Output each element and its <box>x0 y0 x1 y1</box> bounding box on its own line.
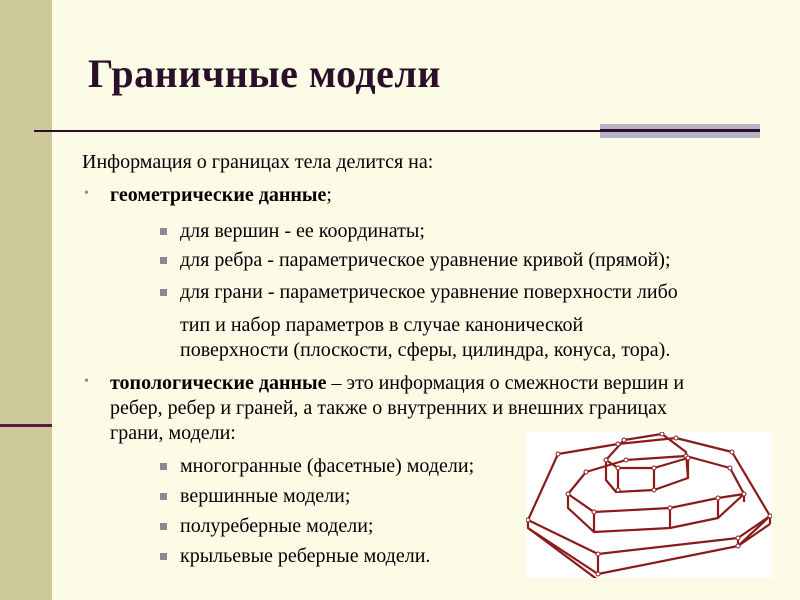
geometric-heading <box>110 183 332 207</box>
sidebar-tick <box>0 424 52 427</box>
geometric-term: геометрические данные <box>110 184 327 206</box>
square-bullet <box>160 523 167 530</box>
topological-item: многогранные (фасетные) модели; <box>180 455 475 477</box>
topological-line: ребер, ребер и граней, а также о внутренних и внешних границах <box>110 397 668 419</box>
topological-item: крыльевые реберные модели. <box>180 545 431 567</box>
topological-line: грани, модели: <box>110 422 236 444</box>
geometric-suffix: ; <box>326 184 332 206</box>
geometric-item: для ребра - параметрическое уравнение кривой (прямой); <box>180 249 671 271</box>
sidebar-bar <box>0 0 52 600</box>
bullet-dot: • <box>84 374 89 389</box>
geometric-continuation: тип и набор параметров в случае канонической <box>180 314 584 336</box>
stepped-polyhedron-icon <box>526 432 772 578</box>
slide-title: Граничные модели <box>88 51 441 96</box>
square-bullet <box>160 228 167 235</box>
topological-item: вершинные модели; <box>180 485 351 507</box>
square-bullet <box>160 493 167 500</box>
topological-item: полуреберные модели; <box>180 515 374 537</box>
square-bullet <box>160 289 167 296</box>
geometric-item: для грани - параметрическое уравнение поверхности либо <box>180 281 678 303</box>
title-underline <box>34 130 600 132</box>
title-rule-block-line <box>600 129 760 132</box>
topological-term: топологические данные <box>110 372 327 394</box>
bullet-dot: • <box>84 186 89 201</box>
square-bullet <box>160 257 167 264</box>
intro-text: Информация о границах тела делится на: <box>82 151 434 173</box>
geometric-item: для вершин - ее координаты; <box>180 220 425 242</box>
geometric-continuation: поверхности (плоскости, сферы, цилиндра, конуса, тора). <box>180 339 671 361</box>
square-bullet <box>160 463 167 470</box>
topological-heading <box>110 371 684 395</box>
wireframe-figure <box>526 432 772 578</box>
topological-line: – это информация о смежности вершин и <box>326 372 685 394</box>
square-bullet <box>160 553 167 560</box>
